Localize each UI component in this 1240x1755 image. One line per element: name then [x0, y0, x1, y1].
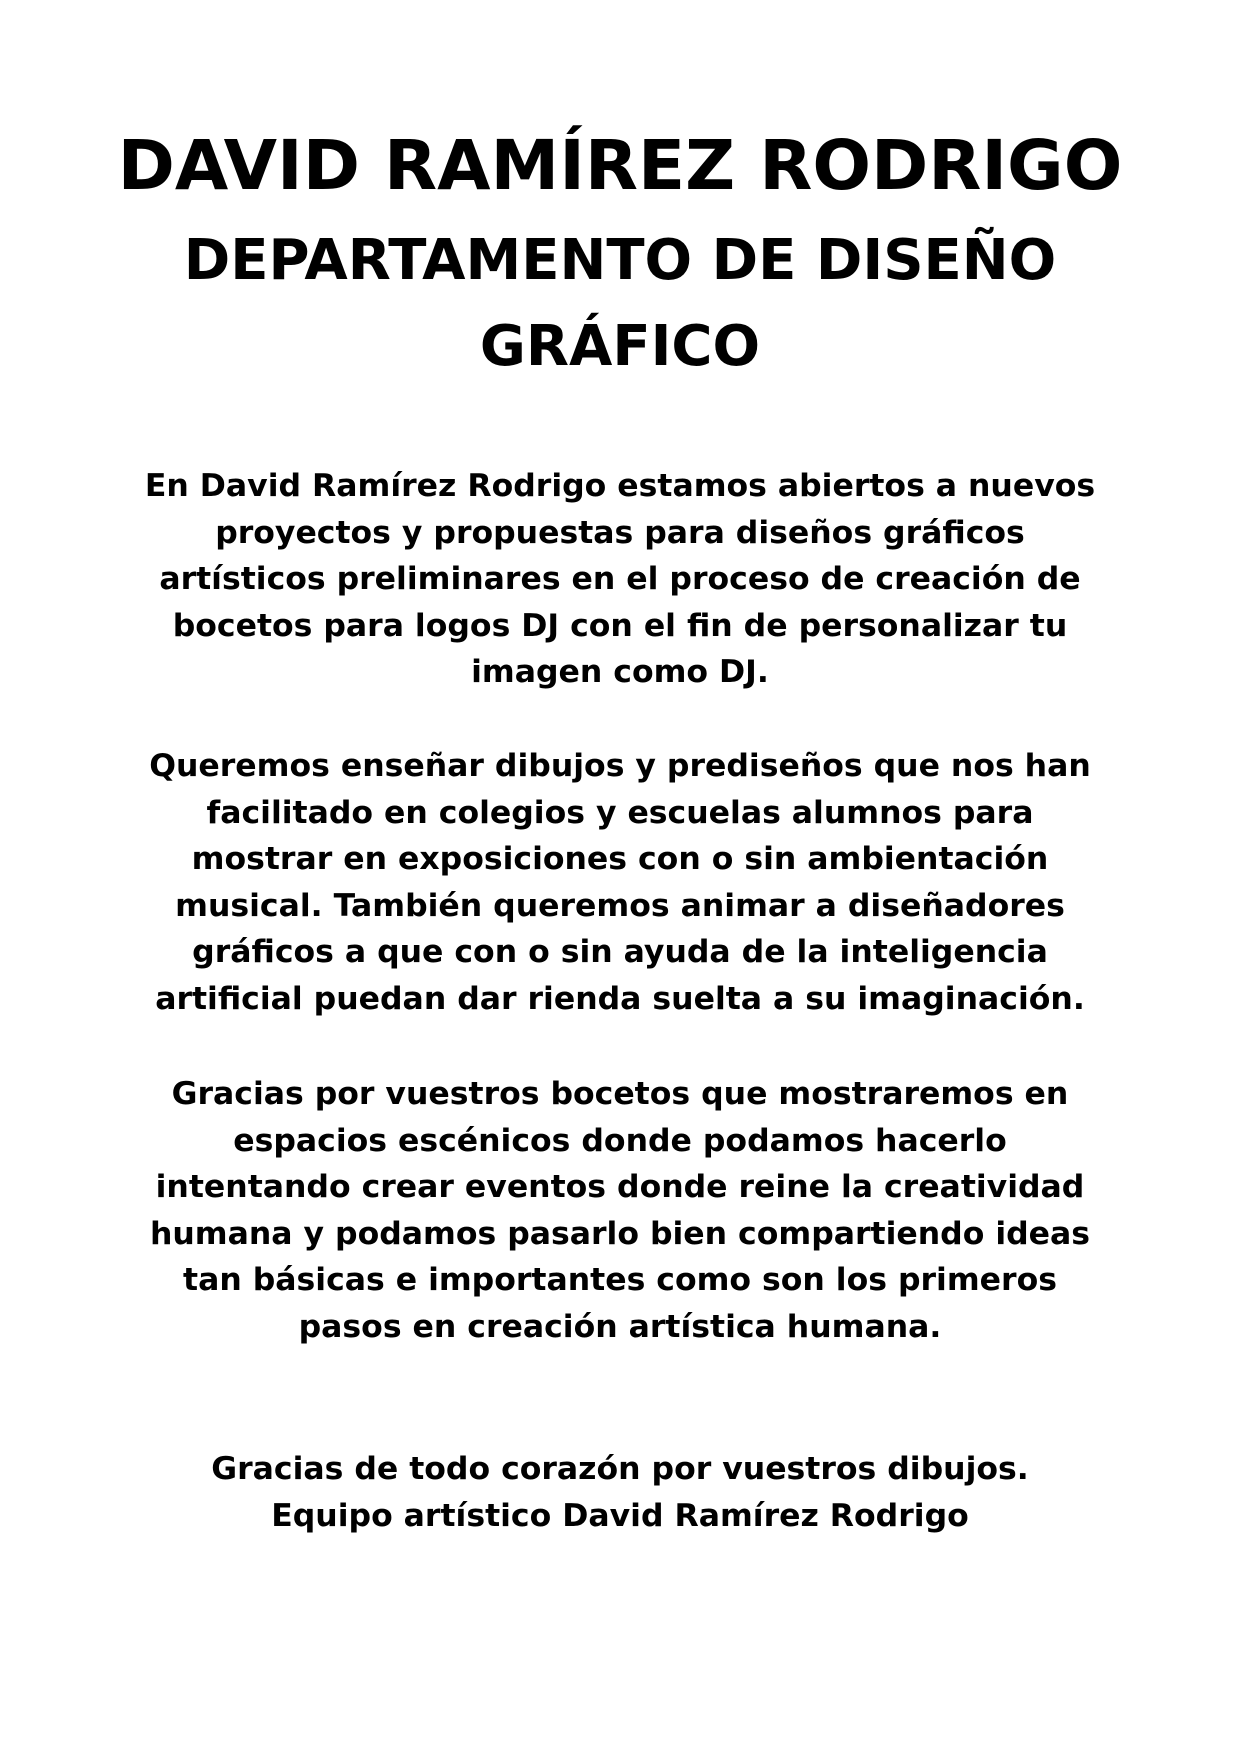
title-department-line1: DEPARTAMENTO DE DISEÑO: [183, 228, 1057, 293]
text-line: artísticos preliminares en el proceso de creación de: [159, 561, 1081, 597]
text-line: bocetos para logos DJ con el fin de personalizar tu: [172, 607, 1068, 644]
text-line: gráficos a que con o sin ayuda de la inteligencia: [192, 934, 1048, 970]
paragraph-intro: [110, 463, 1130, 696]
text-line: intentando crear eventos donde reine la creatividad: [155, 1169, 1085, 1205]
closing-signature: [110, 1446, 1130, 1539]
text-line: artificial puedan dar rienda suelta a su imaginación.: [155, 980, 1085, 1017]
text-line: imagen como DJ.: [471, 654, 769, 690]
text-line: espacios escénicos donde podamos hacerlo: [233, 1122, 1007, 1159]
text-line: Gracias por vuestros bocetos que mostraremos en: [171, 1076, 1069, 1112]
closing-line: Gracias de todo corazón por vuestros dibujos.: [211, 1451, 1029, 1487]
text-line: humana y podamos pasarlo bien compartiendo ideas: [149, 1215, 1091, 1252]
text-line: proyectos y propuestas para diseños gráficos: [215, 514, 1025, 551]
text-line: facilitado en colegios y escuelas alumnos para: [206, 794, 1034, 831]
title-name: DAVID RAMÍREZ RODRIGO: [117, 126, 1123, 206]
title-department-line2: GRÁFICO: [479, 314, 761, 379]
paragraph-thanks: [110, 1071, 1130, 1350]
signature-line: Equipo artístico David Ramírez Rodrigo: [271, 1497, 969, 1534]
text-line: Queremos enseñar dibujos y prediseños que nos han: [149, 748, 1091, 784]
text-line: En David Ramírez Rodrigo estamos abiertos a nuevos: [144, 468, 1096, 504]
text-line: tan básicas e importantes como son los primeros: [183, 1262, 1057, 1298]
text-line: musical. También queremos animar a diseñadores: [175, 887, 1065, 924]
paragraph-purpose: [110, 743, 1130, 1022]
text-line: mostrar en exposiciones con o sin ambientación: [191, 841, 1049, 877]
text-line: pasos en creación artística humana.: [298, 1308, 942, 1345]
